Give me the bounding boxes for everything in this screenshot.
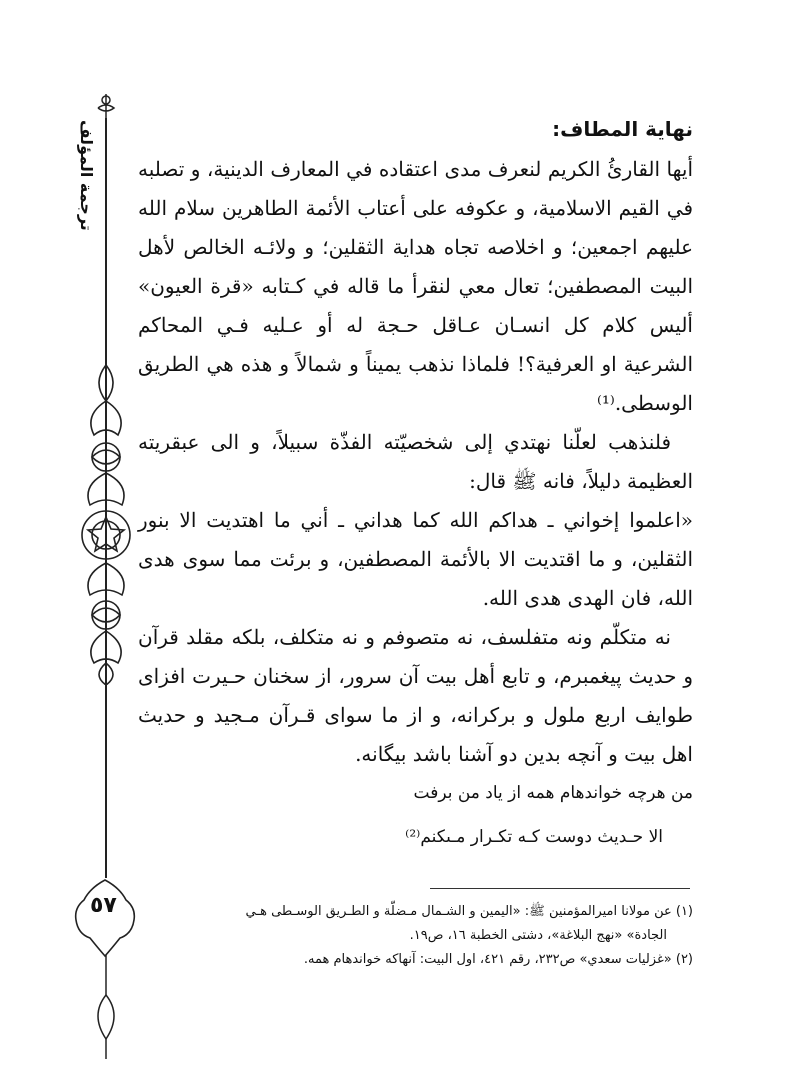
paragraph-1: أيها القارئُ الكريم لنعرف مدى اعتقاده في المعارف الدينية، و تصلبه في القيم الاسلامية، و عكوفه على أعتاب الأئمة الطاهرين سلام الله عليهم اجمعين؛ و اخلاصه تجاه هداية الثقلين؛ و ولائـه الخالص لأهل البيت المصطفين؛ تعال معي لنقرأ ما قاله في كـتابه «قرة العيون» أليس كلام كل انسـان عـاقل حـجة له أو عـليه فـي المحاكم الشرعية او العرفية؟! فلماذا نذهب يميناً و شمالاً و هذه هي الطريق الوسطى.⁽¹⁾ bbox=[138, 157, 693, 415]
footnote-divider bbox=[430, 888, 690, 889]
main-text bbox=[138, 112, 693, 856]
section-heading: نهاية المطاف: bbox=[552, 117, 693, 141]
footnote-1: (١) عن مولانا اميرالمؤمنين ﷺ: «اليمين و الشـمال مـضلّة و الطـريق الوسـطى هـي bbox=[245, 904, 693, 919]
side-title-text: ترجمة المؤلف bbox=[77, 120, 96, 231]
poem-line-2: الا حـديث دوست كـه تكـرار مـىكنم⁽²⁾ bbox=[405, 827, 663, 847]
paragraph-3-quote: «اعلموا إخواني ـ هداكم الله كما هداني ـ أني ما اهتديت الا بنور الثقلين، و ما اقتديت الا بالأئمة المصطفين، و برئت مما سوى هدى الله، فان الهدى هدى الله. bbox=[138, 508, 693, 610]
page-number: ٥٧ bbox=[90, 893, 117, 918]
poem-line-1: من هرچه خواندهام همه از ياد من برفت bbox=[413, 783, 693, 803]
bottom-finial-ornament-icon bbox=[86, 955, 126, 1065]
page-number-cartouche-icon bbox=[70, 878, 140, 958]
paragraph-2: فلنذهب لعلّنا نهتدي إلى شخصيّته الفذّة سبيلاً، و الى عبقريته العظيمة دليلاً، فانه ﷺ قال: bbox=[138, 430, 693, 493]
footnotes bbox=[138, 900, 693, 972]
floral-medallion-ornament-icon bbox=[76, 365, 136, 685]
side-running-title bbox=[70, 120, 100, 230]
footnote-1-continued: الجادة» «نهج البلاغة»، دشتى الخطبة ١٦، ص١٩. bbox=[409, 928, 667, 943]
footnote-2: (٢) «غزليات سعدي» ص٢٣٢، رقم ٤٢١، اول البيت: آنهاكه خواندهام همه. bbox=[303, 952, 693, 967]
paragraph-4: نه متكلّم ونه متفلسف، نه متصوفم و نه متكلف، بلكه مقلد قرآن و حديث پيغمبرم، و تابع أهل بيت آن سرور، از سخنان حـيرت افزاى طوايف اربع ملول و بركرانه، و از ما سواى قـرآن مـجيد و حديث اهل بيت و آنچه بدين دو آشنا باشد بيگانه. bbox=[138, 625, 693, 766]
